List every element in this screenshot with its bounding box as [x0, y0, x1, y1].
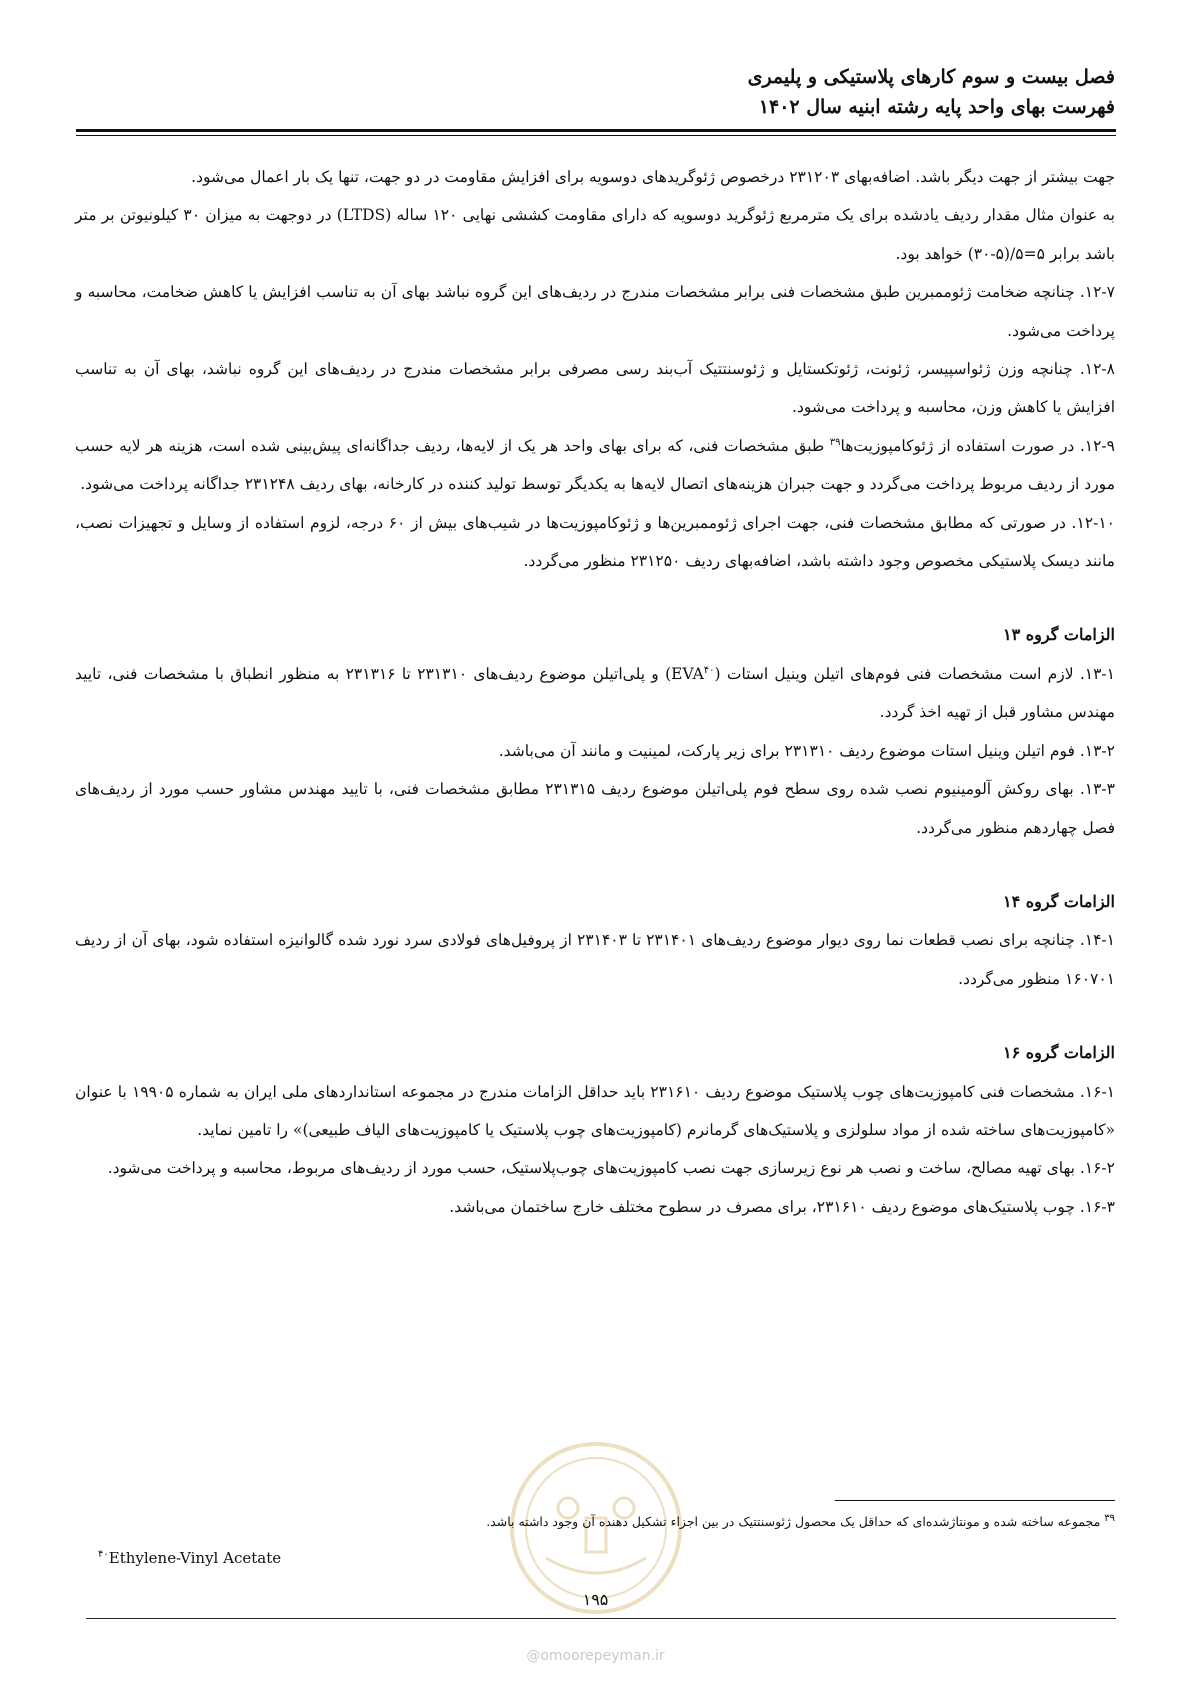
document-title: فهرست بهای واحد پایه رشته ابنیه سال ۱۴۰۲ — [758, 96, 1115, 118]
section-heading-group-13: الزامات گروه ۱۳ — [1003, 625, 1115, 645]
paragraph-13-3: ۱۳-۳. بهای روکش آلومینیوم نصب شده روی سطح فوم پلی‌اتیلن موضوع ردیف ۲۳۱۳۱۵ مطابق مشخصات فنی، با تایید مهندس مشاور حسب مورد از ردیف‌های فصل چهاردهم منظور می‌گردد. — [75, 780, 1115, 837]
footnote-ref-40[interactable]: ۴۰ — [703, 664, 715, 676]
paragraph-13-2: ۱۳-۲. فوم اتیلن وینیل استات موضوع ردیف ۲۳۱۳۱۰ برای زیر پارکت، لمینیت و مانند آن می‌باشد. — [498, 741, 1115, 760]
page-number: ۱۹۵ — [582, 1590, 609, 1609]
section-gap — [75, 847, 1115, 883]
footer-rule — [86, 1618, 1116, 1619]
footnote-text: مجموعه ساخته شده و مونتاژشده‌ای که حداقل یک محصول ژئوسنتتیک در بین اجزاء تشکیل دهنده آن وجود داشته باشد. — [486, 1514, 1105, 1529]
paragraph-12-10: ۱۲-۱۰. در صورتی که مطابق مشخصات فنی، جهت اجرای ژئوممبرین‌ها و ژئوکامپوزیت‌ها در شیب‌های بیش از ۶۰ درجه، لزوم استفاده از وسایل و تجهیزات نصب، مانند دیسک پلاستیکی مخصوص وجود داشته باشد، اضافه‌بهای ردیف ۲۳۱۲۵۰ منظور می‌گردد. — [75, 513, 1115, 571]
paragraph-text: ) و پلی‌اتیلن موضوع ردیف‌های ۲۳۱۳۱۰ تا ۲۳۱۳۱۶ به منظور انطباق با مشخصات فنی، تایید مهندس مشاور قبل از تهیه اخذ گردد. — [75, 664, 1115, 722]
paragraph: جهت بیشتر از جهت دیگر باشد. اضافه‌بهای ۲۳۱۲۰۳ درخصوص ژئوگریدهای دوسویه برای افزایش مقاومت در دو جهت، تنها یک بار اعمال می‌شود. — [191, 168, 1115, 186]
paragraph-12-9 — [75, 427, 1115, 504]
page-body — [75, 158, 1115, 1226]
footnote-ref-39[interactable]: ۳۹ — [829, 436, 841, 448]
footnote-rule — [835, 1500, 1115, 1501]
header-rule-thin — [76, 135, 1116, 136]
paragraph-16-3: ۱۶-۳. چوب پلاستیک‌های موضوع ردیف ۲۳۱۶۱۰، برای مصرف در سطوح مختلف خارج ساختمان می‌باشد. — [449, 1197, 1115, 1216]
paragraph-text: ۱۲-۹. در صورت استفاده از ژئوکامپوزیت‌ها — [840, 436, 1115, 455]
section-heading-group-14: الزامات گروه ۱۴ — [1003, 891, 1115, 911]
paragraph-12-7: ۱۲-۷. چنانچه ضخامت ژئوممبرین طبق مشخصات فنی برابر مشخصات مندرج در ردیف‌های این گروه نباشد بهای آن به تناسب افزایش یا کاهش ضخامت، محاسبه و پرداخت می‌شود. — [75, 283, 1115, 340]
footnote-number: ۳۹ — [1104, 1512, 1115, 1524]
paragraph-16-2: ۱۶-۲. بهای تهیه مصالح، ساخت و نصب هر نوع زیرسازی جهت نصب کامپوزیت‌های چوب‌پلاستیک، حسب مورد از ردیف‌های مربوط، محاسبه و پرداخت می‌شود. — [107, 1159, 1115, 1178]
watermark-url: @omoorepeyman.ir — [526, 1648, 665, 1664]
paragraph-text: طبق مشخصات فنی، که برای بهای واحد هر یک از لایه‌ها، ردیف جداگانه‌ای پیش‌بینی شده است، هزینه هر لایه حسب مورد از ردیف مربوط پرداخت می‌گردد و جهت جبران هزینه‌های اتصال لایه‌ها به یکدیگر توسط تولید کننده در کارخانه، بهای ردیف ۲۳۱۲۴۸ جداگانه پرداخت می‌شود. — [75, 436, 1115, 494]
header-rule-thick — [76, 129, 1116, 132]
paragraph-text: ۱۳-۱. لازم است مشخصات فنی فوم‌های اتیلن وینیل استات (EVA — [671, 664, 1115, 683]
page-header — [75, 62, 1115, 122]
footnote-number: ۴۰ — [98, 1549, 109, 1560]
paragraph: به عنوان مثال مقدار ردیف یادشده برای یک مترمربع ژئوگرید دوسویه که دارای مقاومت کششی نهایی ۱۲۰ ساله (LTDS) در دوجهت به میزان ۳۰ کیلونیوتن بر متر باشد برابر ۵=۵/(۵-۳۰) خواهد بود. — [75, 206, 1115, 263]
section-gap — [75, 998, 1115, 1034]
section-heading-group-16: الزامات گروه ۱۶ — [1003, 1043, 1115, 1063]
paragraph-12-8: ۱۲-۸. چنانچه وزن ژئواسپیسر، ژئونت، ژئوتکستایل و ژئوسنتتیک آب‌بند رسی مصرفی برابر مشخصات مندرج در ردیف‌های این گروه نباشد، بهای آن به تناسب افزایش یا کاهش وزن، محاسبه و پرداخت می‌شود. — [75, 360, 1115, 417]
section-gap — [75, 580, 1115, 616]
footnote-text: Ethylene-Vinyl Acetate — [108, 1549, 282, 1567]
paragraph-14-1: ۱۴-۱. چنانچه برای نصب قطعات نما روی دیوار موضوع ردیف‌های ۲۳۱۴۰۱ تا ۲۳۱۴۰۳ از پروفیل‌های فولادی سرد نورد شده گالوانیزه استفاده شود، بهای آن از ردیف ۱۶۰۷۰۱ منظور می‌گردد. — [75, 931, 1115, 988]
paragraph-13-1 — [75, 655, 1115, 732]
footnote-40 — [98, 1548, 281, 1568]
chapter-title: فصل بیست و سوم کارهای پلاستیکی و پلیمری — [747, 66, 1115, 88]
paragraph-16-1: ۱۶-۱. مشخصات فنی کامپوزیت‌های چوب پلاستیک موضوع ردیف ۲۳۱۶۱۰ باید حداقل الزامات مندرج در مجموعه استانداردهای ملی ایران به شماره ۱۹۹۰۵ با عنوان «کامپوزیت‌های ساخته شده از مواد سلولزی و پلاستیک‌های گرمانرم (کامپوزیت‌های چوب پلاستیک یا کامپوزیت‌های الیاف طبیعی)» را تامین نماید. — [75, 1082, 1116, 1139]
footnote-39 — [75, 1512, 1115, 1532]
